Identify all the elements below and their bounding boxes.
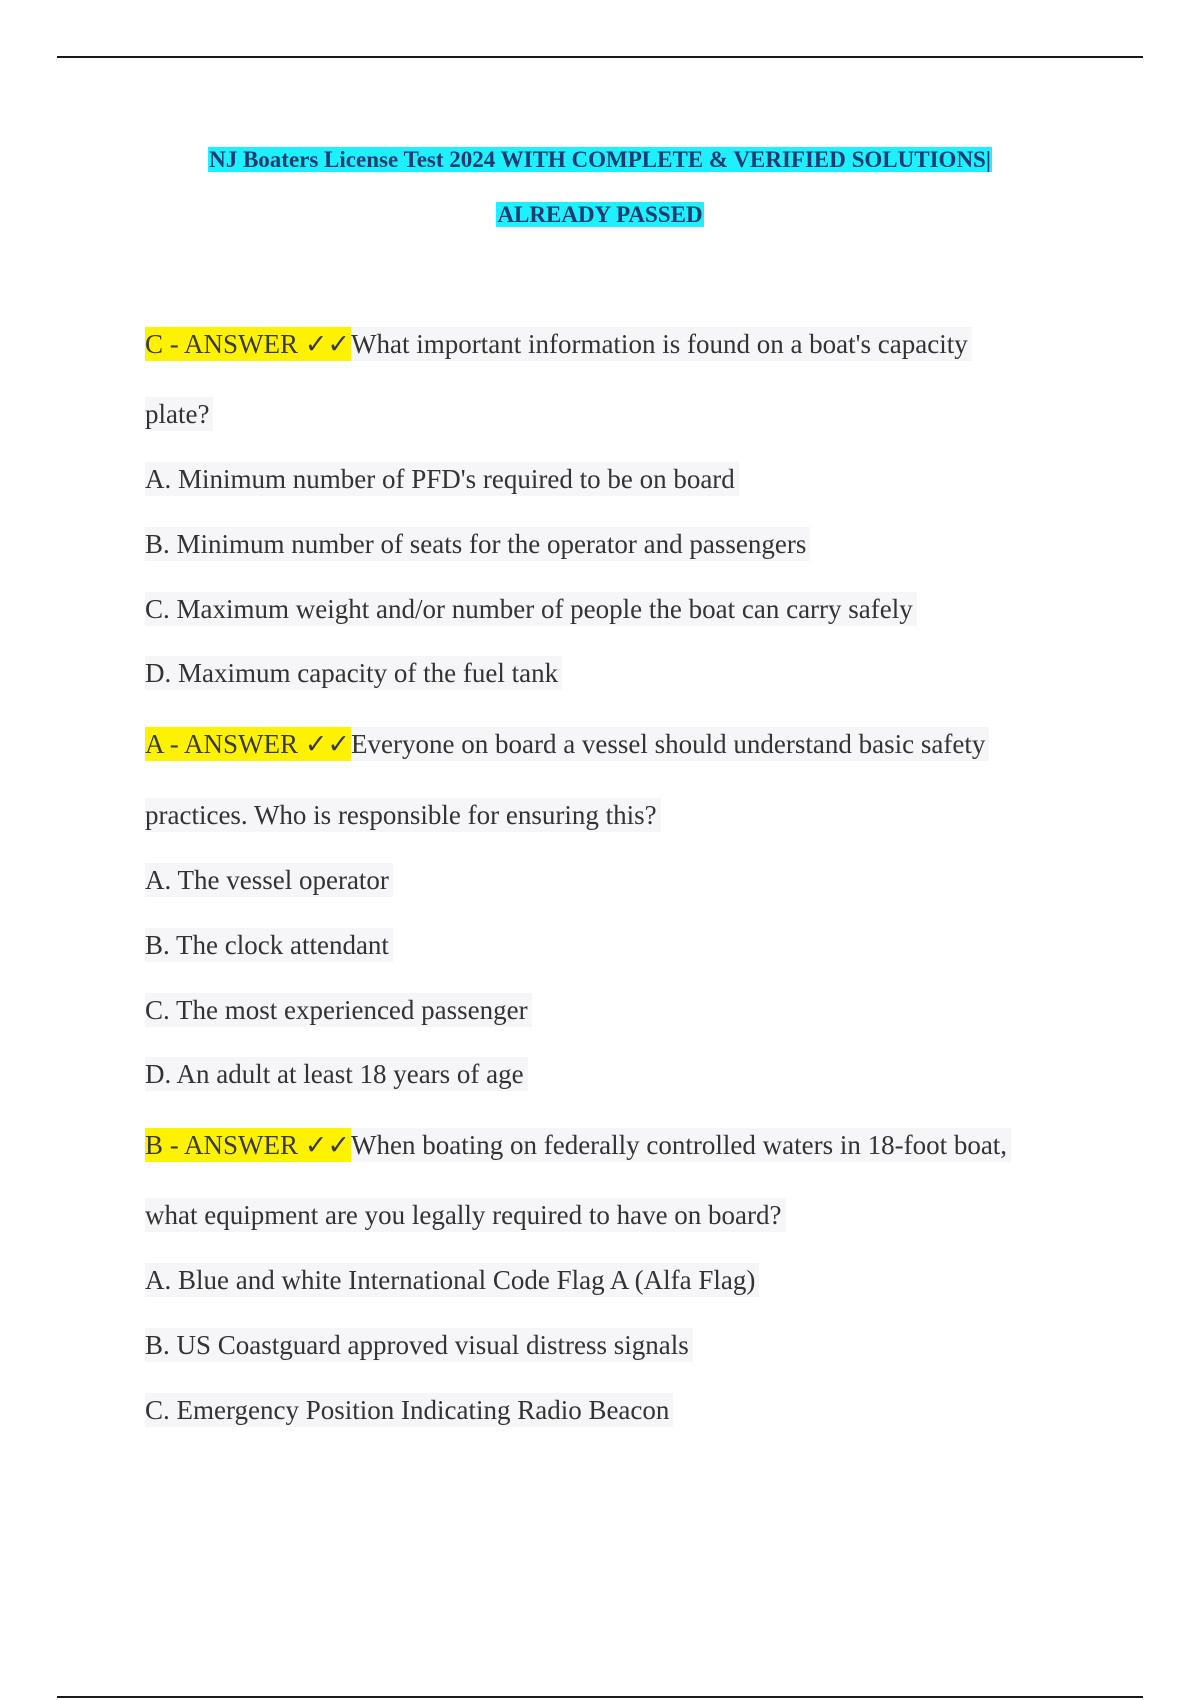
option: C. Maximum weight and/or number of people the boat can carry safely xyxy=(145,592,917,626)
option: A. Blue and white International Code Flag A (Alfa Flag) xyxy=(145,1263,759,1297)
document-title-line-1: NJ Boaters License Test 2024 WITH COMPLETE & VERIFIED SOLUTIONS| xyxy=(209,147,991,172)
bottom-rule xyxy=(57,1696,1143,1698)
answer-tag: C - ANSWER ✓✓ xyxy=(145,329,351,359)
question-3-line-1 xyxy=(145,1128,1011,1162)
option: B. US Coastguard approved visual distress signals xyxy=(145,1328,693,1362)
question-1-line-2: plate? xyxy=(145,397,213,431)
question-3-line-2: what equipment are you legally required to have on board? xyxy=(145,1198,786,1232)
question-text: Everyone on board a vessel should understand basic safety xyxy=(351,727,989,761)
question-1-line-1 xyxy=(145,327,972,361)
option: B. The clock attendant xyxy=(145,928,393,962)
top-rule xyxy=(57,56,1143,58)
option: A. Minimum number of PFD's required to be on board xyxy=(145,462,739,496)
question-text: What important information is found on a boat's capacity xyxy=(351,327,972,361)
answer-tag: B - ANSWER ✓✓ xyxy=(145,1130,351,1160)
answer-tag: A - ANSWER ✓✓ xyxy=(145,729,351,759)
question-text: When boating on federally controlled waters in 18-foot boat, xyxy=(351,1128,1011,1162)
option: C. Emergency Position Indicating Radio Beacon xyxy=(145,1393,673,1427)
option: D. An adult at least 18 years of age xyxy=(145,1057,528,1091)
option: D. Maximum capacity of the fuel tank xyxy=(145,656,562,690)
option: B. Minimum number of seats for the operator and passengers xyxy=(145,527,810,561)
document-title-line-2: ALREADY PASSED xyxy=(497,202,703,227)
question-2-line-1 xyxy=(145,727,989,761)
option: A. The vessel operator xyxy=(145,863,393,897)
option: C. The most experienced passenger xyxy=(145,993,532,1027)
question-2-line-2: practices. Who is responsible for ensuring this? xyxy=(145,798,661,832)
